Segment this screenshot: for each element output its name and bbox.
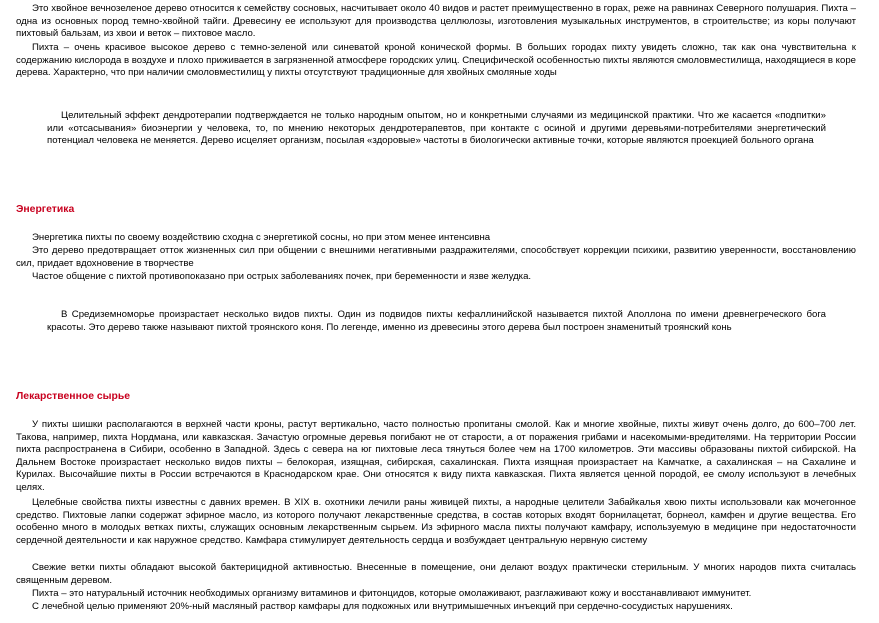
energetics-paragraph-2: Это дерево предотвращает отток жизненных сил при общении с внешними негативными раздражителями, способствует коррекции психики, развитию уверенности, восстановлению сил, придает вдохновение в творчестве bbox=[16, 245, 856, 269]
energetics-paragraph-1: Энергетика пихты по своему воздействию сходна с энергетикой сосны, но при этом менее интенсивна bbox=[32, 232, 491, 243]
medicinal-paragraph-1: У пихты шишки располагаются в верхней части кроны, растут вертикально, часто полностью пропитаны смолой. Как и многие хвойные, пихты живут очень долго, до 600–700 лет. Такова, например, пихта Нордмана, или кавказская. Зачастую огромные деревья погибают не от старости, а от поражения грибами и насекомыми-вредителями. На территории России пихта распространена в Сибири, особенно в Западной. Здесь с севера на юг пихтовые леса тянуться более чем на 1700 километров. Эти массивы образованы пихтой сибирской. На Дальнем Востоке произрастает несколько видов пихты – белокорая, изящная, сибирская, сахалинская. Пихта изящная произрастает на Камчатке, а сахалинская – на Сахалине и Курилах. Высочайшие пихты в России встречаются в Краснодарском крае. Они относятся к виду пихта кавказская. Пихта является ценной породой, ее смолу используют в лечебных целях. bbox=[16, 419, 856, 493]
medicinal-paragraph-3: Свежие ветки пихты обладают высокой бактерицидной активностью. Внесенные в помещение, они делают воздух практически стерильным. У многих народов пихта считалась священным деревом. bbox=[16, 562, 856, 586]
section-heading-energetics: Энергетика bbox=[16, 204, 75, 215]
section-heading-medicinal: Лекарственное сырье bbox=[16, 391, 131, 402]
medicinal-paragraph-5: С лечебной целью применяют 20%-ный масляный раствор камфары для подкожных или внутримышечных инъекций при сердечно-сосудистых нарушениях. bbox=[32, 601, 733, 612]
quote-dendrotherapy: Целительный эффект дендротерапии подтверждается не только народным опытом, но и конкретными случаями из медицинской практики. Что же касается «подпитки» или «отсасывания» биоэнергии у человека, то, по мнению некоторых дендротерапевтов, при контакте с осиной и другими деревьями-потребителями энергетический потенциал человека не меняется. Дерево исцеляет организм, посылая «здоровые» частоты в биологически активные точки, которые являются проекцией больного органа bbox=[47, 110, 826, 147]
medicinal-paragraph-4: Пихта – это натуральный источник необходимых организму витаминов и фитонцидов, которые омолаживают, разглаживают кожу и восстанавливают иммунитет. bbox=[32, 588, 752, 599]
intro-paragraph-2: Пихта – очень красивое высокое дерево с темно-зеленой или синеватой кроной конической формы. В больших городах пихту увидеть сложно, так как она чувствительна к содержанию кислорода в воздухе и плохо приживается в загрязненной атмосфере городских улиц. Специфической особенностью пихты являются смоловместилища, находящиеся в коре дерева. Характерно, что при наличии смоловместилищ у пихты отсутствуют традиционные для хвойных смоляные ходы bbox=[16, 42, 856, 79]
energetics-paragraph-3: Частое общение с пихтой противопоказано при острых заболеваниях почек, при беременности и язве желудка. bbox=[32, 271, 532, 282]
intro-paragraph-1: Это хвойное вечнозеленое дерево относится к семейству сосновых, насчитывает около 40 видов и растет преимущественно в горах, реже на равнинах Северного полушария. Пихта – одна из основных пород темно-хвойной тайги. Древесину ее используют для производства целлюлозы, изготовления музыкальных инструментов, в строительстве; из коры получают пихтовый бальзам, из хвои и веток – пихтовое масло. bbox=[16, 3, 856, 40]
quote-mediterranean: В Средиземноморье произрастает несколько видов пихты. Один из подвидов пихты кефаллинийской называется пихтой Аполлона по имени древнегреческого бога красоты. Это дерево также называют пихтой троянского коня. По легенде, именно из древесины этого дерева был построен знаменитый троянский конь bbox=[47, 309, 826, 333]
medicinal-paragraph-2: Целебные свойства пихты известны с давних времен. В XIX в. охотники лечили раны живицей пихты, а народные целители Забайкалья хвою пихты использовали как мочегонное средство. Пихтовые лапки содержат эфирное масло, из которого получают лекарственные средства, в состав которых входят борнилацетат, борнеол, камфен и другие вещества. Его особенно много в молодых ветках пихты, служащих основным лекарственным сырьем. Из эфирного масла пихты получают камфару, используемую в медицине при недостаточности сердечной деятельности и как наружное средство. Камфара стимулирует деятельность сердца и возбуждает центральную нервную систему bbox=[16, 497, 856, 546]
